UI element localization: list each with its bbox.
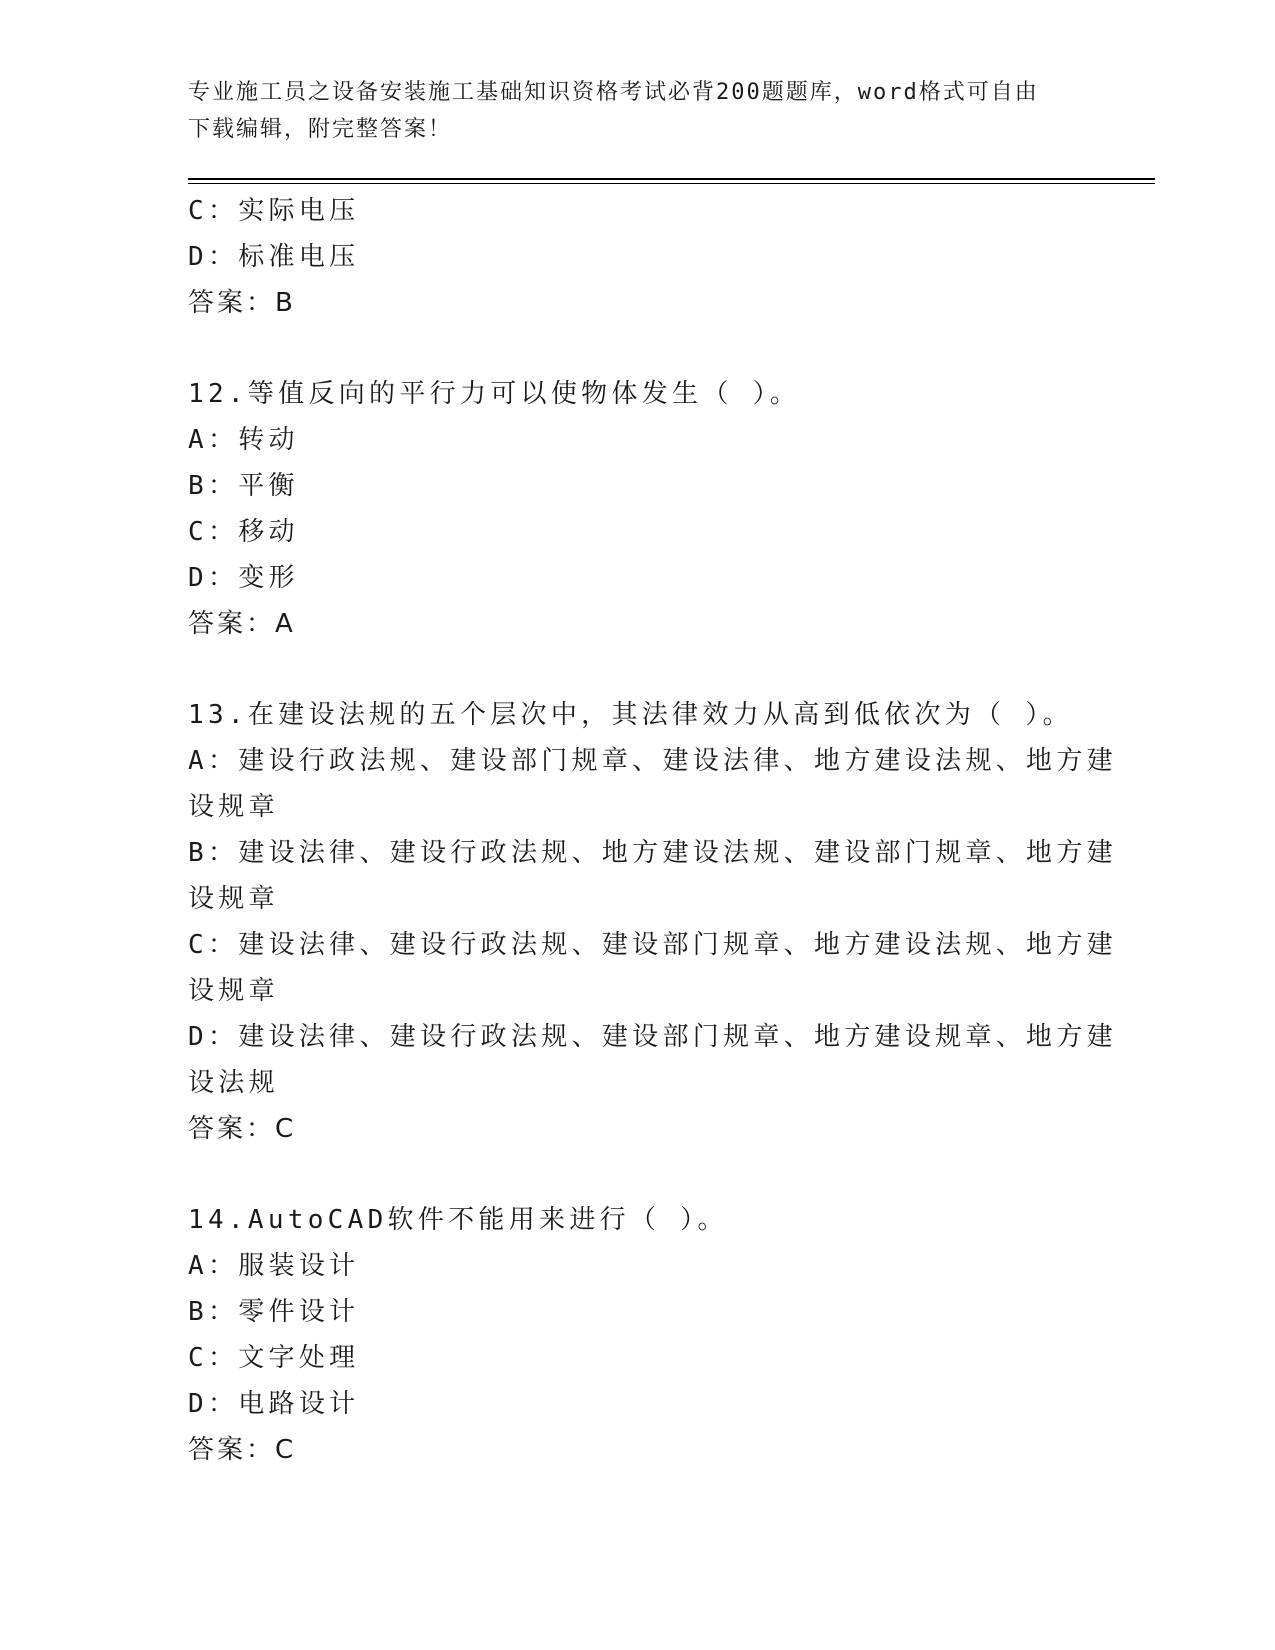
answer-line: 答案：B xyxy=(188,288,296,318)
spacer xyxy=(188,326,1088,371)
question-block-14 xyxy=(188,1197,1088,1473)
question-text: 12.等值反向的平行力可以使物体发生（ ）。 xyxy=(188,379,801,409)
answer-line: 答案：C xyxy=(188,1114,297,1144)
option-d: D：建设法律、建设行政法规、建设部门规章、地方建设规章、地方建 xyxy=(188,1022,1117,1052)
header-rule-thin xyxy=(188,183,1155,184)
option-c: C：实际电压 xyxy=(188,196,360,226)
option-c-continued: 设规章 xyxy=(188,976,279,1006)
option-c: C：移动 xyxy=(188,517,299,547)
question-list xyxy=(188,188,1117,1473)
answer-line: 答案：C xyxy=(188,1435,297,1465)
header-line-2: 下载编辑，附完整答案！ xyxy=(188,117,453,142)
option-d: D：变形 xyxy=(188,563,299,593)
option-d-continued: 设法规 xyxy=(188,1068,279,1098)
question-block-12 xyxy=(188,371,1088,647)
question-block-11 xyxy=(188,188,1088,326)
spacer xyxy=(188,647,1088,692)
question-text: 13.在建设法规的五个层次中，其法律效力从高到低依次为（ ）。 xyxy=(188,700,1073,730)
option-a: A：服装设计 xyxy=(188,1251,360,1281)
question-block-13 xyxy=(188,692,1117,1152)
document-header xyxy=(188,74,1068,148)
option-b: B：建设法律、建设行政法规、地方建设法规、建设部门规章、地方建 xyxy=(188,838,1117,868)
spacer xyxy=(188,1152,1088,1197)
option-b: B：平衡 xyxy=(188,471,299,501)
option-a-continued: 设规章 xyxy=(188,792,279,822)
option-c: C：建设法律、建设行政法规、建设部门规章、地方建设法规、地方建 xyxy=(188,930,1117,960)
answer-line: 答案：A xyxy=(188,609,296,639)
option-a: A：转动 xyxy=(188,425,299,455)
header-line-1: 专业施工员之设备安装施工基础知识资格考试必背200题题库，word格式可自由 xyxy=(188,80,1039,105)
question-text: 14.AutoCAD软件不能用来进行（ ）。 xyxy=(188,1205,728,1235)
option-d: D：电路设计 xyxy=(188,1389,360,1419)
option-b-continued: 设规章 xyxy=(188,884,279,914)
option-d: D：标准电压 xyxy=(188,242,360,272)
option-a: A：建设行政法规、建设部门规章、建设法律、地方建设法规、地方建 xyxy=(188,746,1117,776)
option-c: C：文字处理 xyxy=(188,1343,360,1373)
option-b: B：零件设计 xyxy=(188,1297,360,1327)
header-rule-thick xyxy=(188,178,1155,180)
